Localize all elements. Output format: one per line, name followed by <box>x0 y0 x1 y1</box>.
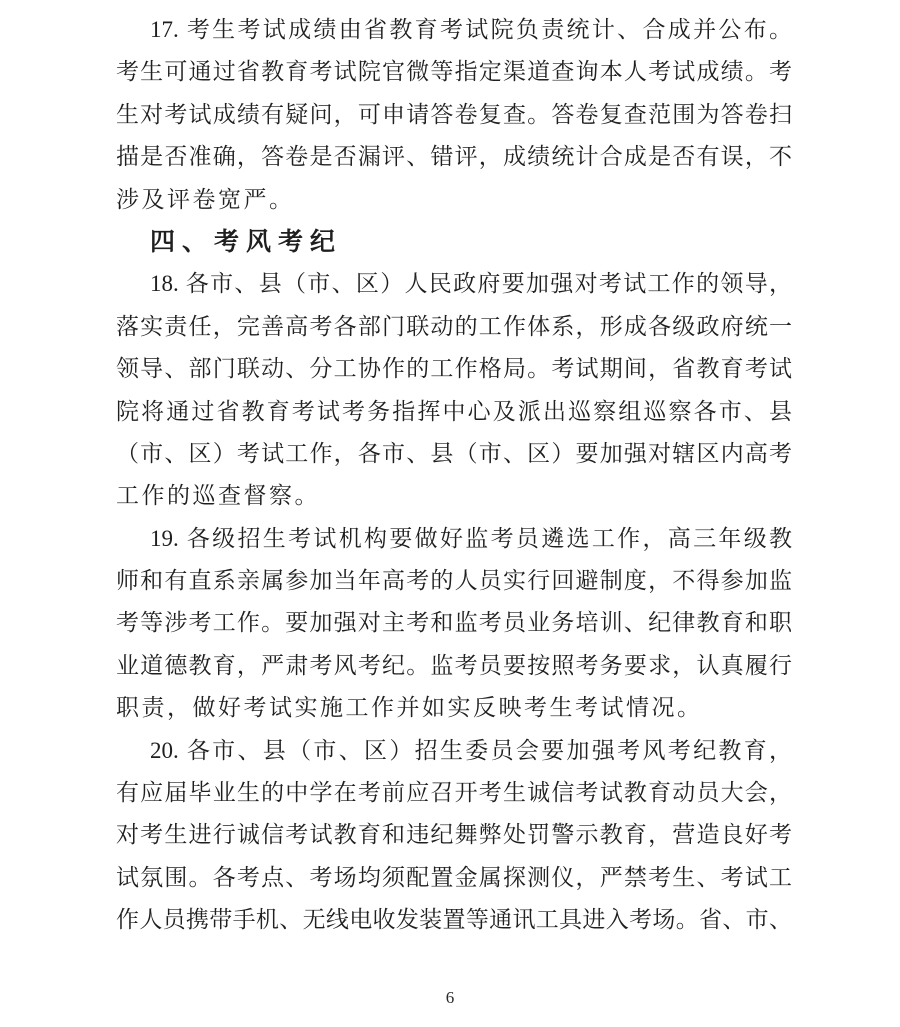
text-line: 20. 各市、县（市、区）招生委员会要加强考风考纪教育， <box>150 737 792 763</box>
section-heading-4 <box>116 221 792 263</box>
text-line: 描是否准确，答卷是否漏评、错评，成绩统计合成是否有误，不 <box>116 144 792 170</box>
paragraph-20 <box>116 730 792 942</box>
text-line: （市、区）考试工作，各市、县（市、区）要加强对辖区内高考 <box>116 440 792 466</box>
text-line: 领导、部门联动、分工协作的工作格局。考试期间，省教育考试 <box>116 356 792 382</box>
text-line: 试氛围。各考点、考场均须配置金属探测仪，严禁考生、考试工 <box>116 864 792 890</box>
paragraph-17 <box>116 9 792 221</box>
document-body <box>116 9 792 942</box>
text-line: 考生可通过省教育考试院官微等指定渠道查询本人考试成绩。考 <box>116 59 792 85</box>
text-line: 工作的巡查督察。 <box>116 483 320 509</box>
paragraph-19 <box>116 518 792 730</box>
text-line: 作人员携带手机、无线电收发装置等通讯工具进入考场。省、市、 <box>116 907 792 933</box>
text-line: 18. 各市、县（市、区）人民政府要加强对考试工作的领导， <box>150 271 792 297</box>
text-line: 生对考试成绩有疑问，可申请答卷复查。答卷复查范围为答卷扫 <box>116 101 792 127</box>
text-line: 院将通过省教育考试考务指挥中心及派出巡察组巡察各市、县 <box>116 398 792 424</box>
text-line: 落实责任，完善高考各部门联动的工作体系，形成各级政府统一 <box>116 313 792 339</box>
text-line: 师和有直系亲属参加当年高考的人员实行回避制度，不得参加监 <box>116 568 792 594</box>
page-number: 6 <box>445 988 455 1007</box>
text-line: 职责，做好考试实施工作并如实反映考生考试情况。 <box>116 695 703 721</box>
text-line: 有应届毕业生的中学在考前应召开考生诚信考试教育动员大会， <box>116 780 792 806</box>
text-line: 对考生进行诚信考试教育和违纪舞弊处罚警示教育，营造良好考 <box>116 822 792 848</box>
page-footer <box>0 988 900 1008</box>
text-line: 19. 各级招生考试机构要做好监考员遴选工作，高三年级教 <box>150 525 792 551</box>
text-line: 考等涉考工作。要加强对主考和监考员业务培训、纪律教育和职 <box>116 610 792 636</box>
paragraph-18 <box>116 263 792 517</box>
text-line: 涉及评卷宽严。 <box>116 186 295 212</box>
text-line: 业道德教育，严肃考风考纪。监考员要按照考务要求，认真履行 <box>116 652 792 678</box>
heading-line: 四、考风考纪 <box>150 227 343 256</box>
text-line: 17. 考生考试成绩由省教育考试院负责统计、合成并公布。 <box>150 17 792 42</box>
